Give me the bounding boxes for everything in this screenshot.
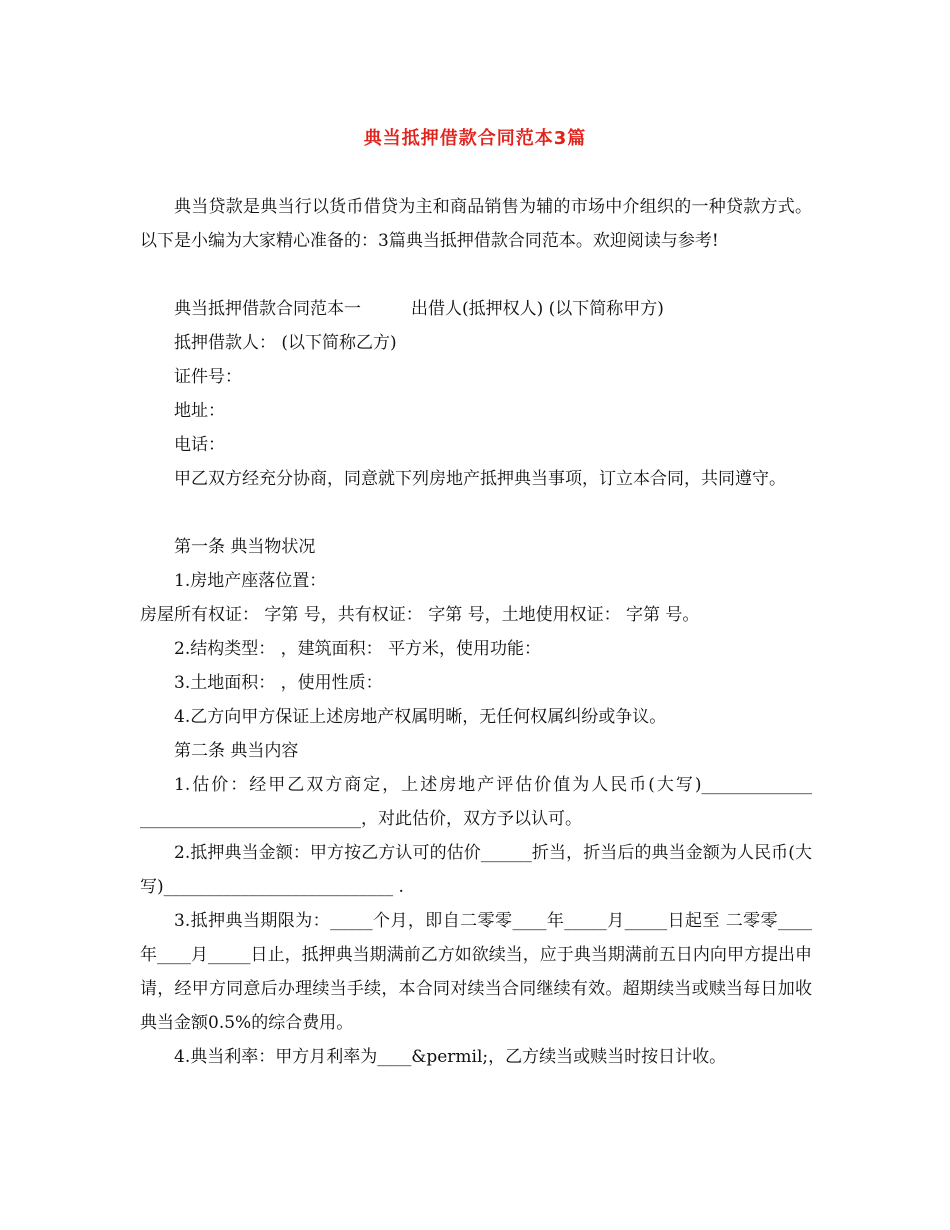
article-two-item-2: 2.抵押典当金额：甲方按乙方认可的估价______折当，折当后的典当金额为人民币(大写)___________________________ .: [140, 843, 812, 897]
intro-paragraph: 典当贷款是典当行以货币借贷为主和商品销售为辅的市场中介组织的一种贷款方式。以下是小编为大家精心准备的：3篇典当抵押借款合同范本。欢迎阅读与参考!: [140, 197, 812, 251]
article-two-item-4: 4.典当利率：甲方月利率为____&permil;，乙方续当或赎当时按日计收。: [174, 1047, 727, 1067]
article-one-item-3: 3.土地面积： ，使用性质：: [174, 673, 383, 693]
phone-label: 电话：: [174, 435, 225, 455]
article-two-item-1: 1.估价：经甲乙双方商定，上述房地产评估价值为人民币(大写)_____________ __________________________，对此估价，双方予以认可。: [140, 775, 812, 829]
borrower-label: 抵押借款人： (以下简称乙方): [174, 333, 397, 353]
article-one-title: 第一条 典当物状况: [174, 537, 316, 557]
article-two-item-3: 3.抵押典当期限为：_____个月，即自二零零____年_____月_____日起至 二零零____年____月_____日止，抵押典当期满前乙方如欲续当，应于典当期满前五日内向甲方提出申请，经甲方同意后办理续当手续，本合同对续当合同继续有效。超期续当或赎当每日加收典当金额0.5%的综合费用。: [140, 911, 812, 1033]
lender-label: 出借人(抵押权人) (以下简称甲方): [411, 299, 664, 319]
address-label: 地址：: [174, 401, 225, 421]
document-title: 典当抵押借款合同范本3篇: [363, 128, 587, 149]
section-one-heading: 典当抵押借款合同范本一: [174, 299, 361, 319]
id-number-label: 证件号：: [174, 367, 242, 387]
article-one-item-1: 1.房地产座落位置：: [174, 571, 327, 591]
agreement-paragraph: 甲乙双方经充分协商，同意就下列房地产抵押典当事项，订立本合同，共同遵守。: [174, 469, 786, 489]
article-one-item-2: 2.结构类型： ，建筑面积： 平方米，使用功能：: [174, 639, 542, 659]
article-one-certificates: 房屋所有权证： 字第 号，共有权证： 字第 号，土地使用权证： 字第 号。: [140, 605, 700, 625]
section-one-line: [140, 292, 812, 326]
article-one-item-4: 4.乙方向甲方保证上述房地产权属明晰，无任何权属纠纷或争议。: [174, 707, 667, 727]
article-two-title: 第二条 典当内容: [174, 741, 299, 761]
